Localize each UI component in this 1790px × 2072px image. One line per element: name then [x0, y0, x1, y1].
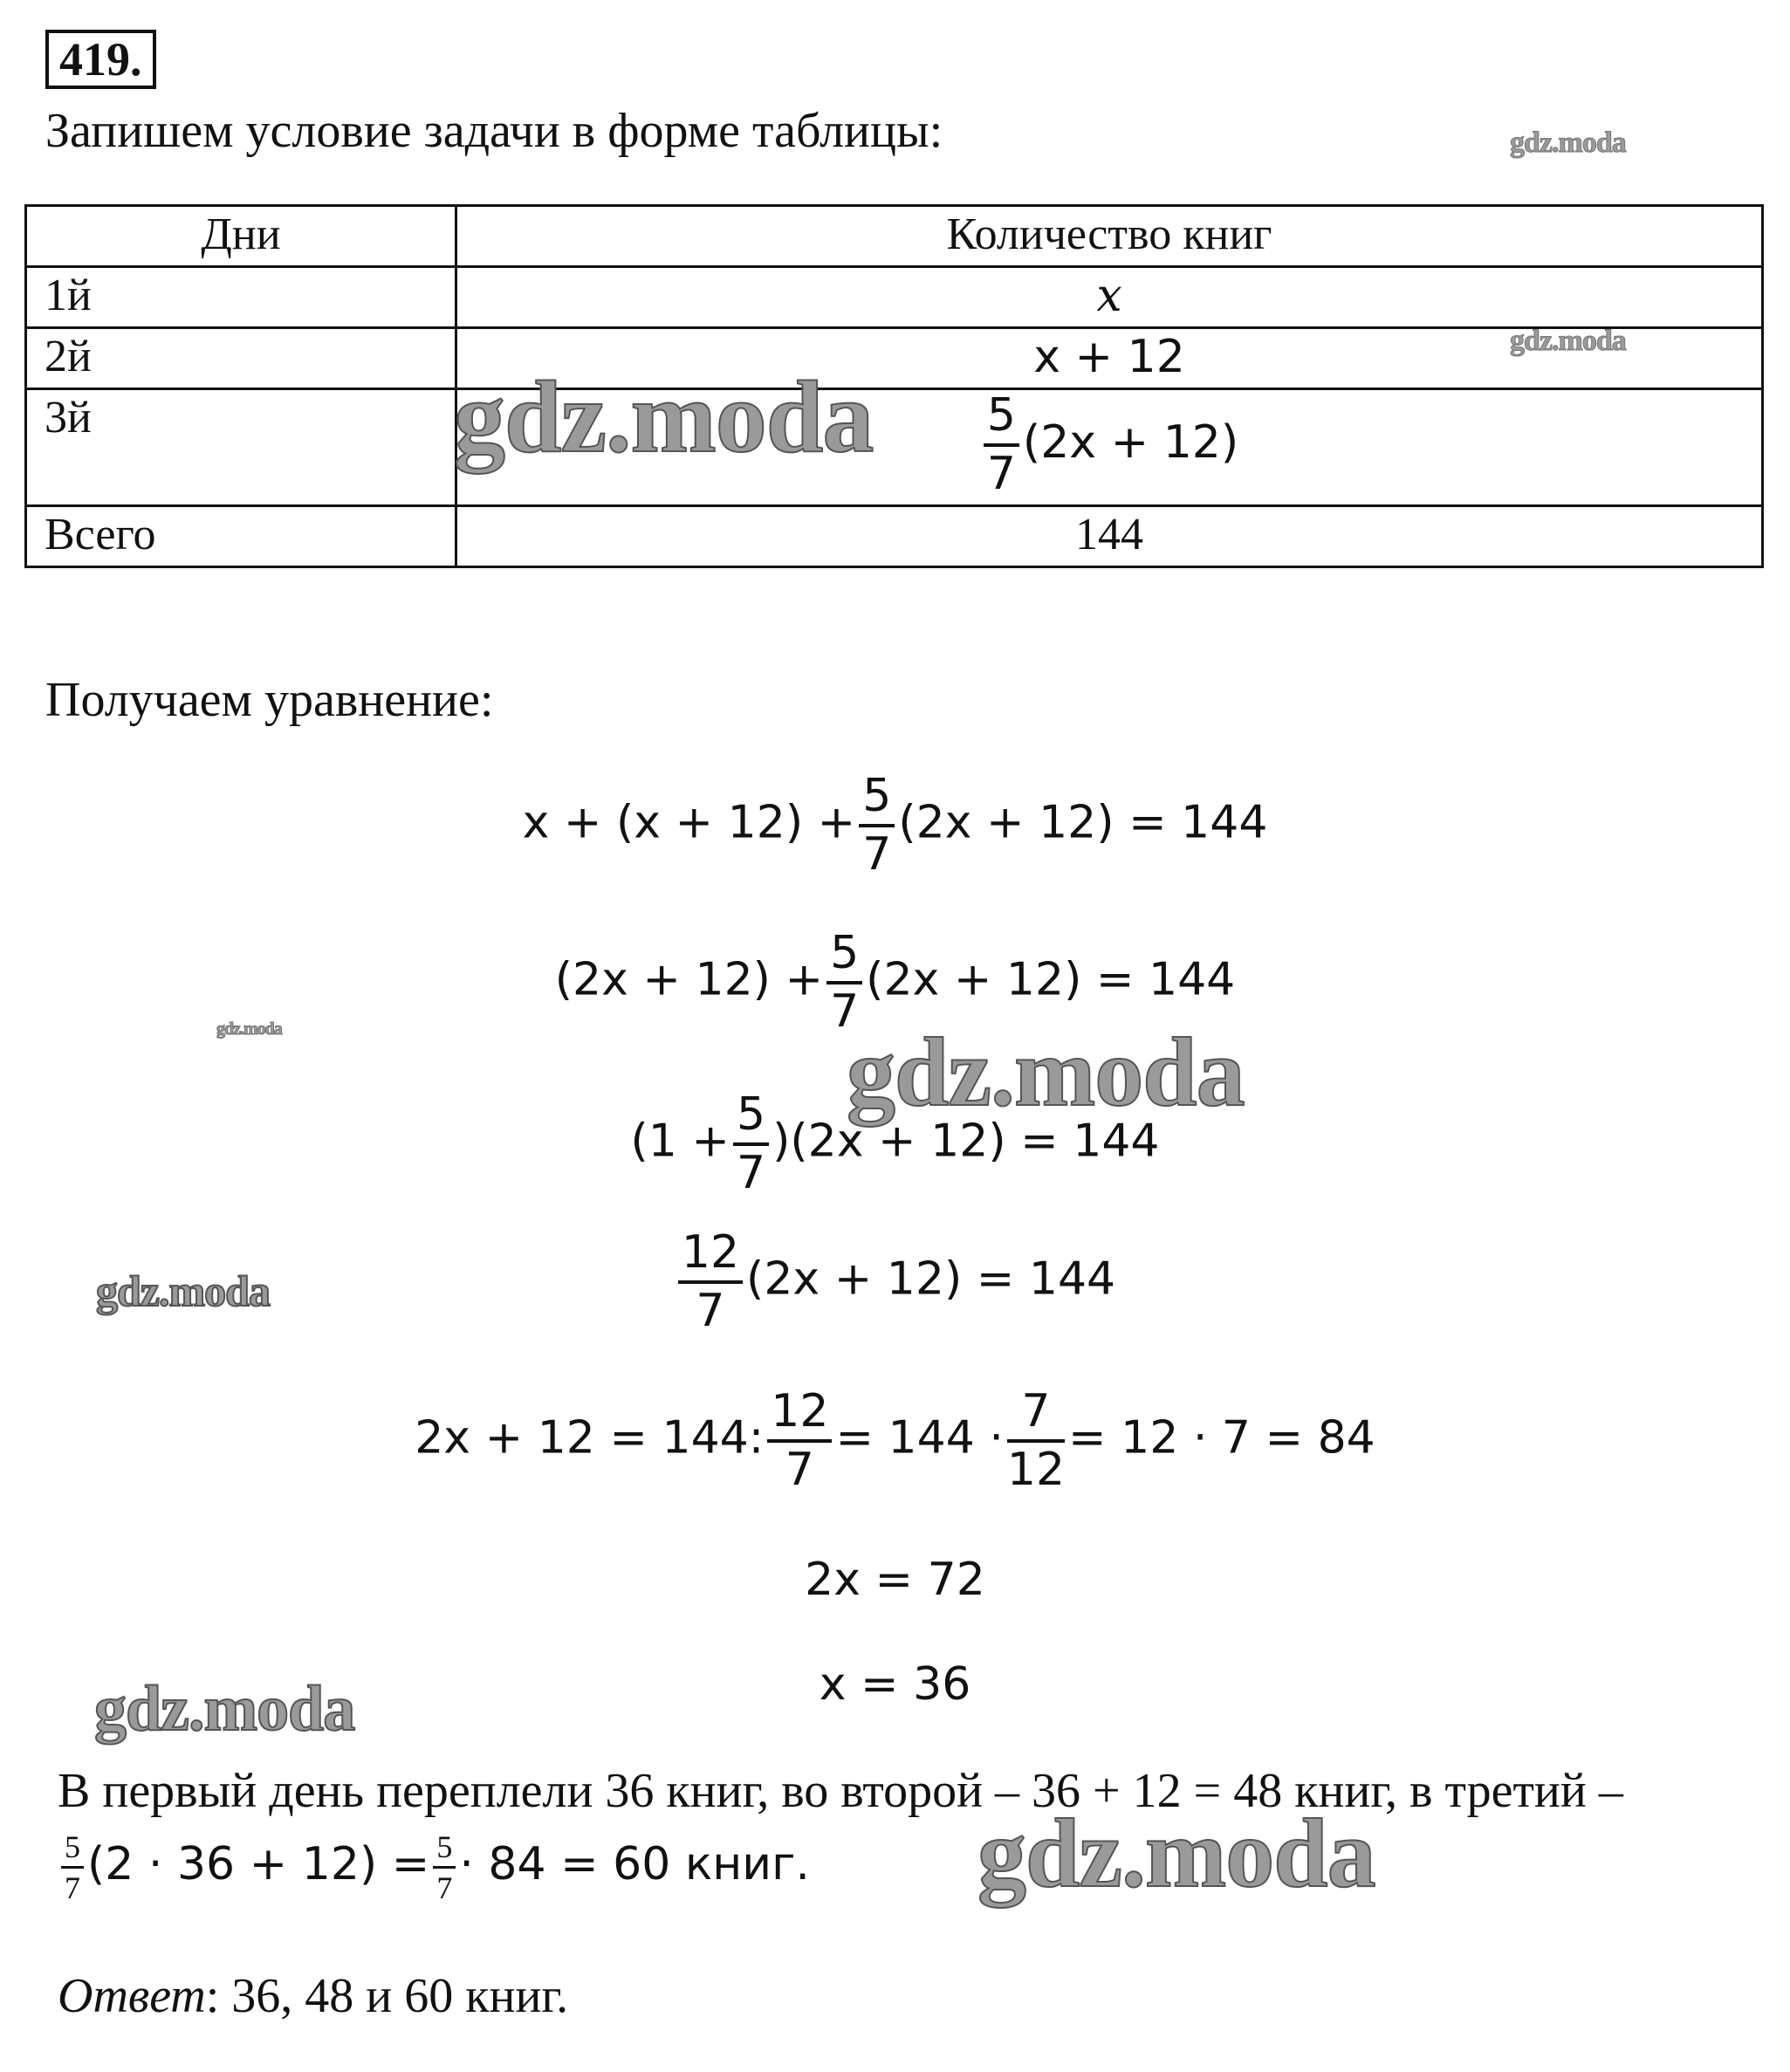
equation-1: x + (x + 12) + $\frac{5}{7}$ (2x + 12) = 144	[522, 770, 1268, 881]
qty-cell: x	[456, 267, 1763, 328]
header-days: Дни	[26, 206, 456, 267]
condition-table	[24, 204, 1764, 568]
watermark: gdz.moda	[454, 360, 874, 474]
day-cell: Всего	[26, 506, 456, 567]
answer-label: Ответ	[58, 1969, 206, 2023]
table-row	[26, 506, 1763, 567]
conclusion-line-2: $\frac{5}{7}$ (2 · 36 + 12) = $\frac{5}{7}$ · 84 = 60 книг.	[58, 1831, 810, 1905]
header-quantity: Количество книг	[456, 206, 1763, 267]
equation-5: 2x + 12 = 144: $\frac{12}{7}$ = 144 · $\frac{7}{12}$ = 12 · 7 = 84	[415, 1385, 1375, 1496]
equation-2: (2x + 12) + $\frac{5}{7}$ (2x + 12) = 144	[554, 927, 1236, 1038]
answer-text: : 36, 48 и 60 книг.	[205, 1969, 569, 2023]
qty-cell: x + 12	[456, 328, 1763, 389]
table-row	[26, 389, 1763, 506]
day-cell: 2й	[26, 328, 456, 389]
watermark: gdz.moda	[96, 1266, 270, 1315]
table-row	[26, 267, 1763, 328]
qty-cell: $\frac{5}{7}$ (2x + 12)	[456, 389, 1763, 506]
table-row	[26, 328, 1763, 389]
watermark: gdz.moda	[847, 1019, 1245, 1127]
conclusion-line-1: В первый день переплели 36 книг, во второй – 36 + 12 = 48 книг, в третий –	[58, 1764, 1623, 1818]
watermark: gdz.moda	[94, 1673, 355, 1745]
answer	[58, 1968, 568, 2024]
watermark: gdz.moda	[216, 1019, 282, 1039]
table-header-row	[26, 206, 1763, 267]
qty-cell: 144	[456, 506, 1763, 567]
day-cell: 1й	[26, 267, 456, 328]
equation-intro: Получаем уравнение:	[45, 673, 494, 727]
watermark: gdz.moda	[1510, 325, 1626, 357]
watermark: gdz.moda	[977, 1800, 1375, 1908]
task-number: 419.	[45, 30, 156, 89]
equation-4: $\frac{12}{7}$ (2x + 12) = 144	[0, 1229, 1790, 1334]
equation-6: 2x = 72	[805, 1554, 985, 1606]
equation-7: x = 36	[819, 1658, 971, 1711]
intro-text: Запишем условие задачи в форме таблицы:	[45, 104, 943, 158]
watermark: gdz.moda	[1510, 127, 1626, 159]
equation-3: (1 + $\frac{5}{7}$ )(2x + 12) = 144	[630, 1088, 1160, 1199]
day-cell: 3й	[26, 389, 456, 506]
fraction: $\frac{5}{7}$	[984, 392, 1019, 497]
